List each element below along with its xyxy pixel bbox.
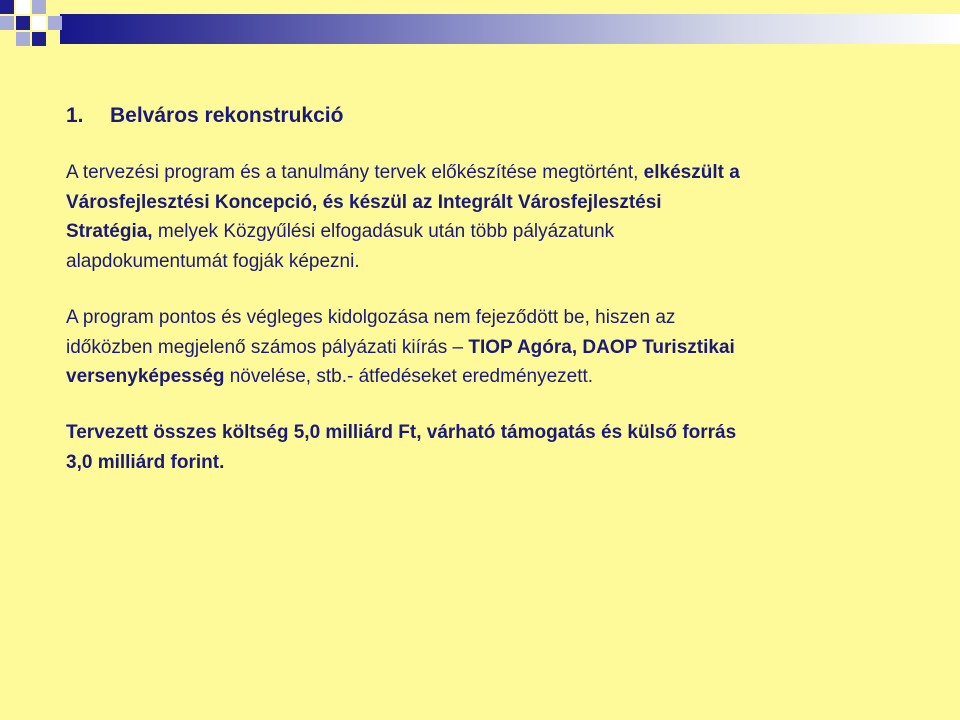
decor-square (0, 0, 14, 14)
slide-header-decoration (0, 0, 960, 52)
paragraph-program-delay (66, 303, 936, 392)
decor-square (32, 0, 46, 14)
decor-square (32, 32, 46, 46)
text-run: A program pontos és végleges kidolgozása nem fejeződött be, hiszen az (66, 307, 676, 328)
decor-square (48, 16, 62, 30)
text-run: A tervezési program és a tanulmány tervek előkészítése megtörtént, (66, 162, 644, 183)
paragraph-cost-summary (66, 418, 936, 477)
paragraph-planning-status (66, 158, 936, 276)
title-text: Belváros rekonstrukció (110, 104, 344, 127)
text-run-bold: versenyképesség (66, 366, 225, 387)
decor-square (32, 16, 46, 30)
text-run: melyek Közgyűlési elfogadásuk után több pályázatunk (152, 221, 615, 242)
text-line (66, 362, 936, 392)
text-line (66, 158, 936, 188)
text-line: 3,0 milliárd forint. (66, 451, 225, 473)
text-line (66, 217, 936, 247)
text-run: növelése, stb.- átfedéseket eredményezett. (224, 366, 594, 387)
title-number: 1. (66, 104, 84, 127)
text-run-bold: Városfejlesztési Koncepció, és készül az Integrált Városfejlesztési (66, 191, 662, 213)
decor-square (16, 32, 30, 46)
text-line (66, 303, 936, 333)
text-run-bold: elkészült a (643, 162, 740, 183)
decor-square (16, 16, 30, 30)
slide-title (66, 104, 343, 128)
header-gradient-bar (60, 14, 960, 44)
text-run-bold: TIOP Agóra, DAOP Turisztikai (468, 336, 735, 358)
text-line: Tervezett összes költség 5,0 milliárd Ft, várható támogatás és külső forrás (66, 422, 737, 443)
text-run-bold: Stratégia, (66, 221, 153, 242)
text-run: időközben megjelenő számos pályázati kiírás – (66, 336, 469, 358)
text-line (66, 247, 936, 277)
text-run: alapdokumentumát fogják képezni. (66, 250, 360, 272)
text-line (66, 188, 936, 218)
decor-square (16, 0, 30, 14)
decor-square (0, 16, 14, 30)
text-line (66, 333, 936, 363)
